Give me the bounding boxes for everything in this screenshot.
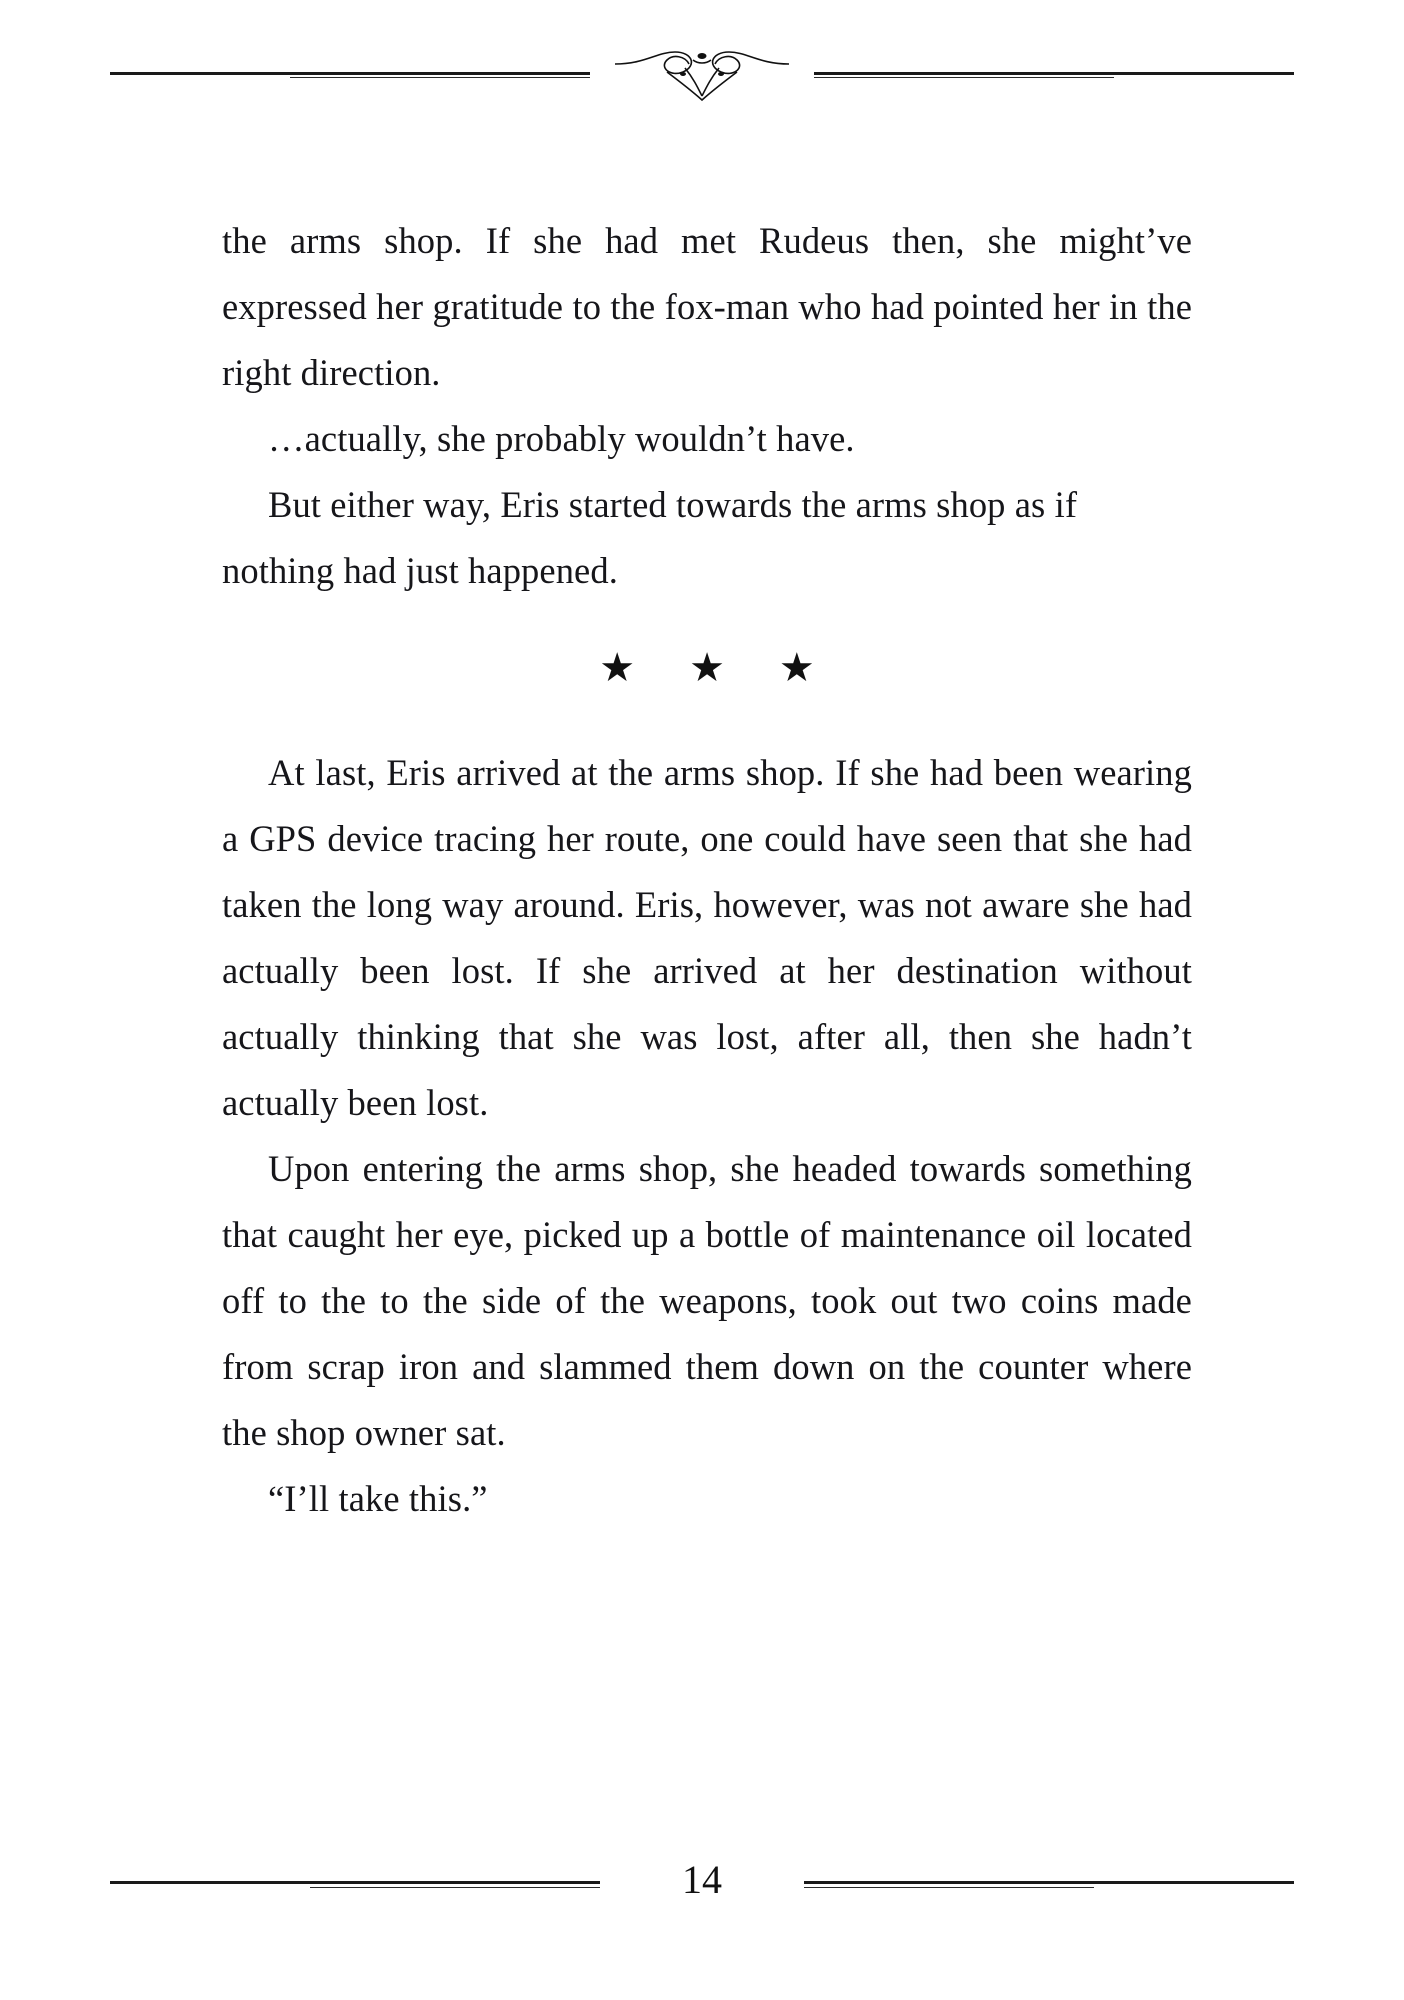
footer-rule-right [804, 1881, 1294, 1884]
paragraph: …actually, she probably wouldn’t have. [268, 418, 855, 459]
footer-rule-left [110, 1881, 600, 1884]
header-rule-right [814, 72, 1294, 75]
scene-break-stars: ★ ★ ★ [599, 645, 837, 690]
paragraph: At last, Eris arrived at the arms shop. If she had been wearing a GPS device tracing her route, one could have seen that she had taken the long way around. Eris, however, was not aware she had actually been lost. If she arrived at her destination without actually thinking that she was lost, after all, then she hadn’t actually been lost. [222, 752, 1192, 1123]
header-rule-left [110, 72, 590, 75]
page-number: 14 [656, 1850, 748, 1910]
paragraph: the arms shop. If she had met Rudeus then, she might’ve expressed her gratitude to the fox-man who had pointed her in the right direction. [222, 220, 1192, 393]
header-ornament [110, 52, 1294, 112]
page-footer [110, 1858, 1294, 1904]
paragraph: “I’ll take this.” [268, 1478, 488, 1519]
paragraph: Upon entering the arms shop, she headed towards something that caught her eye, picked up a bottle of maintenance oil located off to the to the side of the weapons, took out two coins made from scrap iron and slammed them down on the counter where the shop owner sat. [222, 1148, 1192, 1453]
paragraph: But either way, Eris started towards the arms shop as if nothing had just happened. [222, 484, 1078, 591]
flourish-ornament-icon [597, 38, 807, 110]
page-content [222, 208, 1192, 1532]
